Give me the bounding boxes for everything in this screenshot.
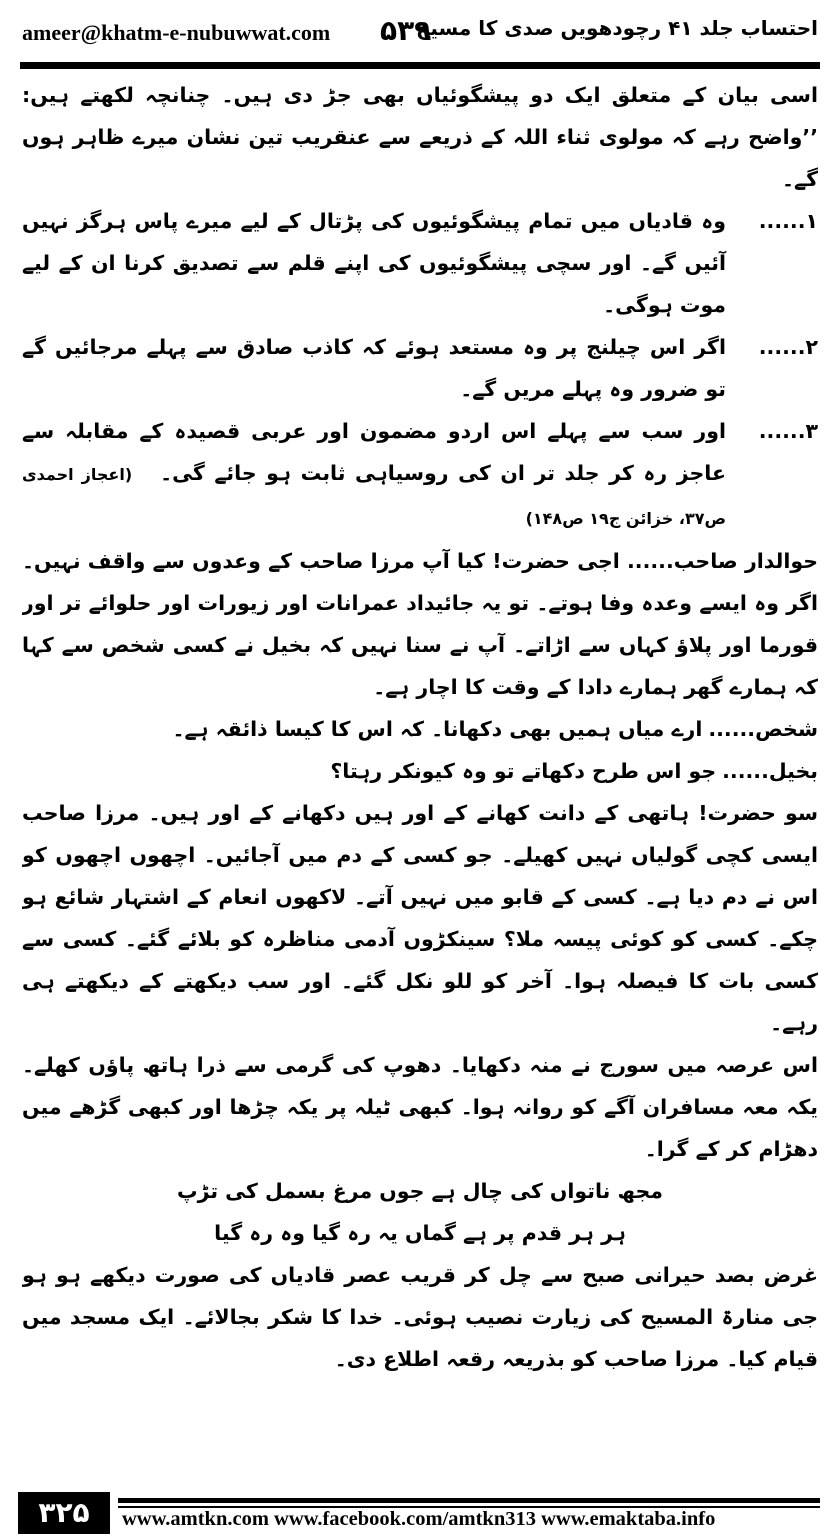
header-rule [20, 62, 820, 69]
list-item [22, 410, 818, 540]
dialogue-line [22, 750, 818, 792]
paragraph-journey: اس عرصہ میں سورج نے منہ دکھایا۔ دھوپ کی گرمی سے ذرا ہاتھ پاؤں کھلے۔ یکہ معہ مسافران آگے کو روانہ ہوا۔ کبھی ٹیلہ پر یکہ چڑھا اور کبھی گڑھے میں دھڑام کر کے گرا۔ [22, 1053, 818, 1161]
header-title: احتساب جلد ۴۱ رچودھویں صدی کا مسیح [415, 16, 818, 40]
footer-rule [118, 1498, 820, 1503]
page-footer [0, 1488, 840, 1540]
list-item [22, 200, 818, 326]
intro-paragraph: اسی بیان کے متعلق ایک دو پیشگوئیاں بھی جڑ دی ہیں۔ چنانچہ لکھتے ہیں: ’’واضح رہے کہ مولوی ثناء اللہ کے ذریعے سے عنقریب تین نشان میرے ظاہر ہوں گے۔ [22, 83, 818, 191]
list-item-text [22, 410, 726, 540]
poem-line: ہر ہر قدم پر ہے گماں یہ رہ گیا وہ رہ گیا [214, 1221, 626, 1245]
header-email: ameer@khatm-e-nubuwwat.com [22, 20, 331, 45]
dialogue-line [22, 708, 818, 750]
list-item-text-body: اور سب سے پہلے اس اردو مضمون اور عربی قصیدہ کے مقابلہ سے عاجز رہ کر جلد تر ان کی روسیاہی ثابت ہو جائے گی۔ [22, 419, 726, 485]
list-item-number: ۲...... [758, 335, 818, 359]
list-item-number: ۳...... [758, 419, 818, 443]
footer-page-number: ۳۲۵ [18, 1492, 110, 1534]
citation: (اعجاز احمدی ص۳۷، خزائن ج۱۹ ص۱۴۸) [22, 465, 726, 528]
list-item-number: ۱...... [758, 209, 818, 233]
list-item [22, 326, 818, 410]
header-page-number: ۵۳۹ [380, 14, 432, 47]
page-body [22, 74, 818, 1464]
poem-line: مجھ ناتواں کی چال ہے جوں مرغ بسمل کی تڑپ [176, 1179, 664, 1203]
dialogue-speaker: شخص...... [708, 717, 818, 741]
list-item-text: اگر اس چیلنج پر وہ مستعد ہوئے کہ کاذب صادق سے پہلے مرجائیں گے تو ضرور وہ پہلے مریں گے۔ [22, 335, 726, 401]
page-header [0, 0, 840, 60]
paragraph-elephant: سو حضرت! ہاتھی کے دانت کھانے کے اور ہیں دکھانے کے اور ہیں۔ مرزا صاحب ایسی کچی گولیاں نہیں کھیلے۔ جو کسی کے دم میں آجائیں۔ اچھوں اچھوں کو اس نے دم دیا ہے۔ کسی کے قابو میں نہیں آتے۔ لاکھوں انعام کے اشتہار شائع ہو چکے۔ کسی کو کوئی پیسہ ملا؟ سینکڑوں آدمی مناظرہ کو بلائے گئے۔ کسی سے کسی بات کا فیصلہ ہوا۔ آخر کو للو نکل گئے۔ اور سب دیکھتے کے دیکھتے ہی رہے۔ [22, 801, 818, 1035]
list-item-text: وہ قادیاں میں تمام پیشگوئیوں کی پڑتال کے لیے میرے پاس ہرگز نہیں آئیں گے۔ اور سچی پیشگوئیوں کی اپنے قلم سے تصدیق کرنا ان کے لیے موت ہوگی۔ [22, 209, 726, 317]
footer-links: www.amtkn.com www.facebook.com/amtkn313 www.emaktaba.info [122, 1508, 716, 1530]
dialogue-text: ارے میاں ہمیں بھی دکھانا۔ کہ اس کا کیسا ذائقہ ہے۔ [172, 717, 703, 741]
havaldar-paragraph: حوالدار صاحب...... اجی حضرت! کیا آپ مرزا صاحب کے وعدوں سے واقف نہیں۔ اگر وہ ایسے وعدہ وفا ہوتے۔ تو یہ جائیداد عمرانات اور زیورات اور حلوائے تر اور قورما اور پلاؤ کہاں سے اڑاتے۔ آپ نے سنا نہیں کہ بخیل نے کسی شخص سے کہا کہ ہمارے گھر ہمارے دادا کے وقت کا اچار ہے۔ [22, 549, 818, 699]
paragraph-arrival: غرض بصد حیرانی صبح سے چل کر قریب عصر قادیاں کی صورت دیکھے ہو ہو جی منارۃ المسیح کی زیارت نصیب ہوئی۔ خدا کا شکر بجالائے۔ ایک مسجد میں قیام کیا۔ مرزا صاحب کو بذریعہ رقعہ اطلاع دی۔ [22, 1263, 818, 1371]
dialogue-text: جو اس طرح دکھاتے تو وہ کیونکر رہتا؟ [330, 759, 717, 783]
dialogue-speaker: بخیل...... [722, 759, 818, 783]
